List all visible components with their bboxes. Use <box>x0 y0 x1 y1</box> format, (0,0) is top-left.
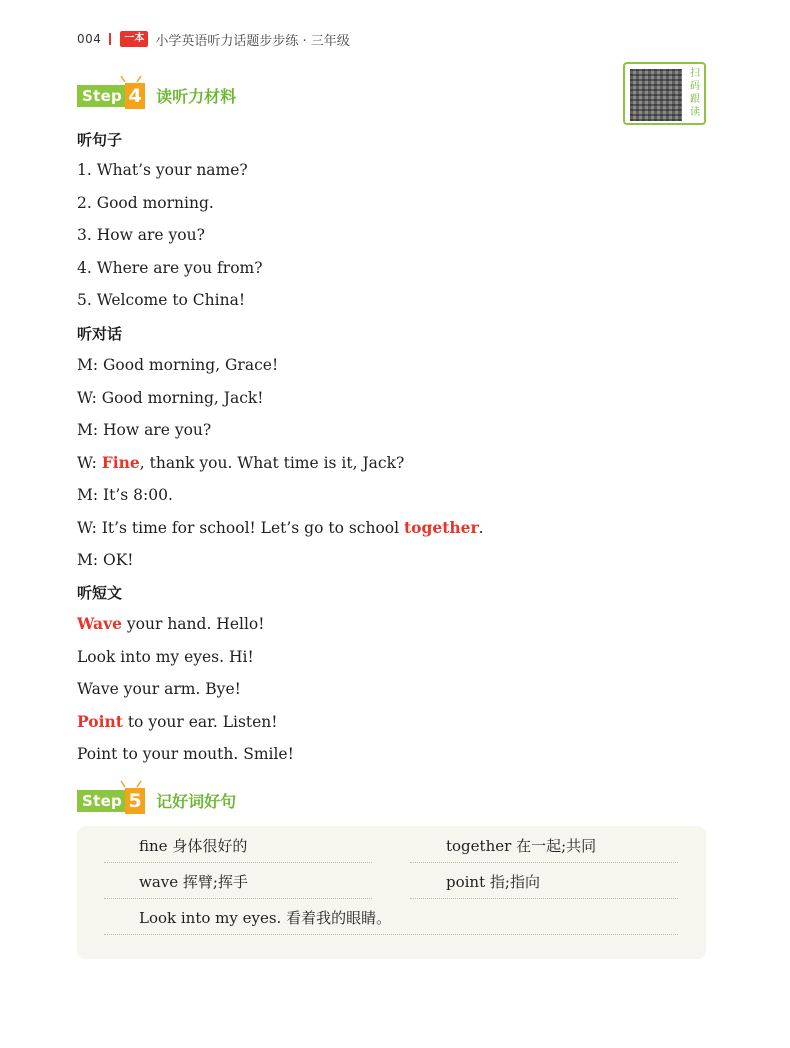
sentences-heading: 听句子 <box>77 131 123 149</box>
sentence-item: 3. How are you? <box>77 226 205 244</box>
sentence-item: 5. Welcome to China! <box>77 291 246 309</box>
step4-heading <box>77 84 236 107</box>
passage-line: Wave your hand. Hello! <box>77 614 265 633</box>
vocab-box <box>77 826 706 959</box>
qr-code-icon[interactable] <box>630 69 682 121</box>
step4-badge <box>77 85 145 107</box>
vocab-item: together 在一起;共同 <box>410 834 678 863</box>
dialogue-line: M: How are you? <box>77 421 212 439</box>
dialogue-line: M: OK! <box>77 551 134 569</box>
step5-badge <box>77 790 145 812</box>
vocab-item: Look into my eyes. 看着我的眼睛。 <box>104 906 678 935</box>
step4-number: 4 <box>125 83 145 109</box>
qr-label: 扫 码 跟 读 <box>690 68 700 118</box>
publisher-logo: 一本 <box>120 31 148 47</box>
highlight-word: Point <box>77 712 123 731</box>
step5-number: 5 <box>125 788 145 814</box>
header-divider <box>109 33 111 45</box>
sentence-item: 2. Good morning. <box>77 194 214 212</box>
step4-title: 读听力材料 <box>156 87 237 106</box>
qr-code-panel[interactable] <box>623 62 706 125</box>
book-title: 小学英语听力话题步步练 · 三年级 <box>155 33 350 49</box>
passage-line: Look into my eyes. Hi! <box>77 648 254 666</box>
highlight-word: Fine <box>101 453 140 472</box>
sparkle-icon <box>117 779 145 789</box>
highlight-word: together <box>404 518 479 537</box>
vocab-item: point 指;指向 <box>410 870 678 899</box>
vocab-item: fine 身体很好的 <box>104 834 372 863</box>
step5-word: Step <box>82 791 123 810</box>
passage-line: Point to your mouth. Smile! <box>77 745 294 763</box>
page-header <box>77 29 350 49</box>
dialogue-line: W: Fine, thank you. What time is it, Jack? <box>77 453 405 472</box>
dialogue-line: M: Good morning, Grace! <box>77 356 279 374</box>
page-number: 004 <box>77 32 102 46</box>
highlight-word: Wave <box>77 614 122 633</box>
dialogue-line: W: It’s time for school! Let’s go to school together. <box>77 518 484 537</box>
step4-word: Step <box>82 86 123 105</box>
dialogue-line: M: It’s 8:00. <box>77 486 173 504</box>
sentence-item: 4. Where are you from? <box>77 259 263 277</box>
passage-line: Point to your ear. Listen! <box>77 712 278 731</box>
passage-line: Wave your arm. Bye! <box>77 680 241 698</box>
dialogue-heading: 听对话 <box>77 325 123 343</box>
step5-heading <box>77 789 236 812</box>
dialogue-line: W: Good morning, Jack! <box>77 389 264 407</box>
sentence-item: 1. What’s your name? <box>77 161 248 179</box>
sparkle-icon <box>117 74 145 84</box>
passage-heading: 听短文 <box>77 584 123 602</box>
vocab-item: wave 挥臂;挥手 <box>104 870 372 899</box>
step5-title: 记好词好句 <box>156 792 237 811</box>
